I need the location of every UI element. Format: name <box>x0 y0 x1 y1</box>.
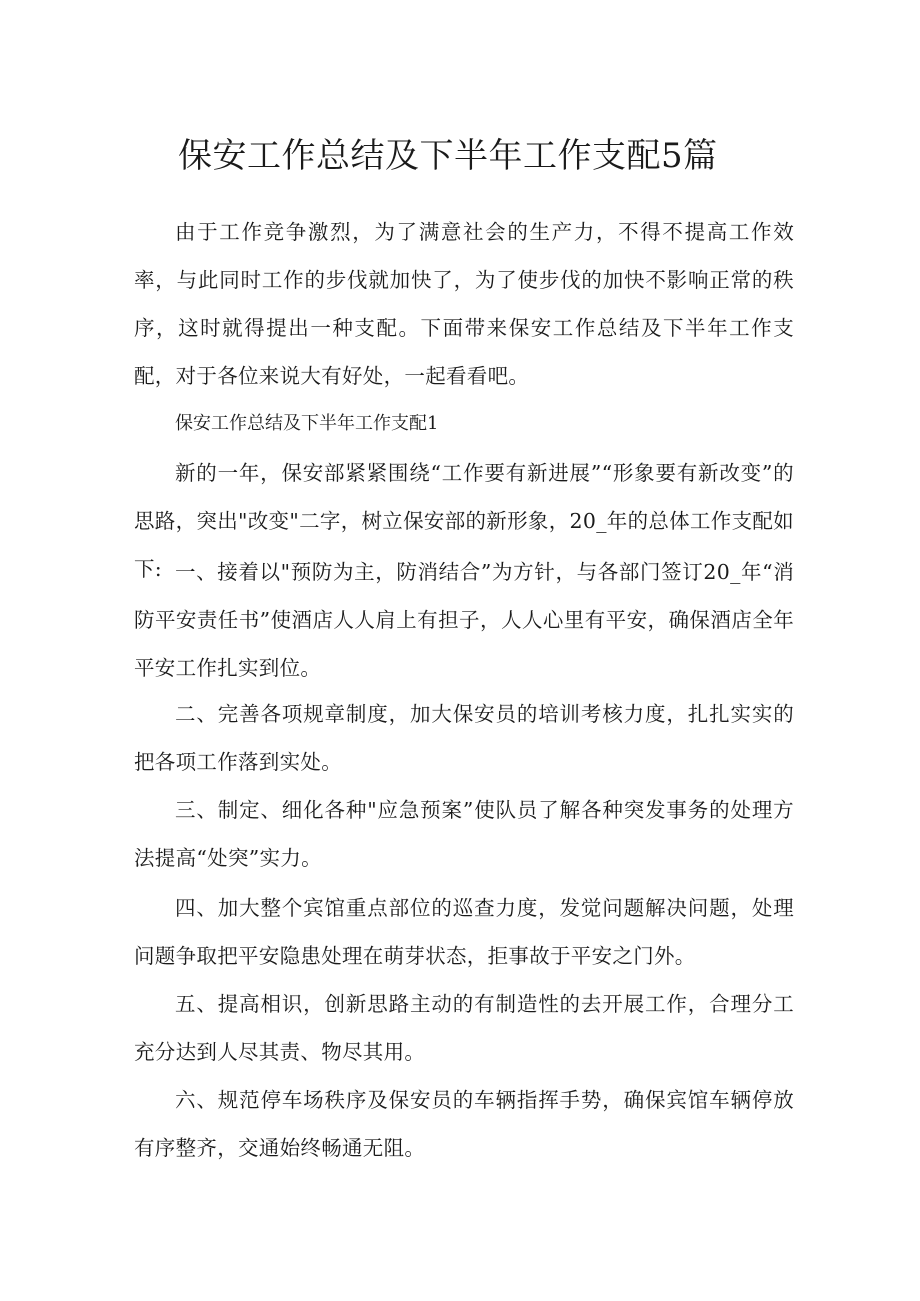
paragraph-overview: 新的一年，保安部紧紧围绕“工作要有新进展”“形象要有新改变”的思路，突出"改变"二字，树立保安部的新形象，20_年的总体工作支配如下: <box>134 461 794 581</box>
paragraph-item-3: 三、制定、细化各种"应急预案”使队员了解各种突发事务的处理方法提高“处突”实力。 <box>134 798 794 870</box>
paragraph-item-2: 二、完善各项规章制度，加大保安员的培训考核力度，扎扎实实的把各项工作落到实处。 <box>134 702 794 774</box>
intro-paragraph: 由于工作竞争激烈，为了满意社会的生产力，不得不提高工作效率，与此同时工作的步伐就加快了，为了使步伐的加快不影响正常的秩序，这时就得提出一种支配。下面带来保安工作总结及下半年工作支配，对于各位来说大有好处，一起看看吧。 <box>134 220 794 388</box>
section-heading: 保安工作总结及下半年工作支配1 <box>175 413 439 434</box>
document-title: 保安工作总结及下半年工作支配5篇 <box>178 136 718 176</box>
paragraph-item-4: 四、加大整个宾馆重点部位的巡查力度，发觉问题解决问题，处理问题争取把平安隐患处理在萌芽状态，拒事故于平安之门外。 <box>134 896 794 968</box>
paragraph-item-6: 六、规范停车场秩序及保安员的车辆指挥手势，确保宾馆车辆停放有序整齐，交通始终畅通无阻。 <box>134 1088 794 1160</box>
paragraph-item-1: 一、接着以"预防为主，防消结合”为方针，与各部门签订20_年“消防平安责任书”使酒店人人肩上有担子，人人心里有平安，确保酒店全年平安工作扎实到位。 <box>134 560 794 680</box>
paragraph-item-5: 五、提高相识，创新思路主动的有制造性的去开展工作，合理分工充分达到人尽其责、物尽其用。 <box>134 992 794 1064</box>
